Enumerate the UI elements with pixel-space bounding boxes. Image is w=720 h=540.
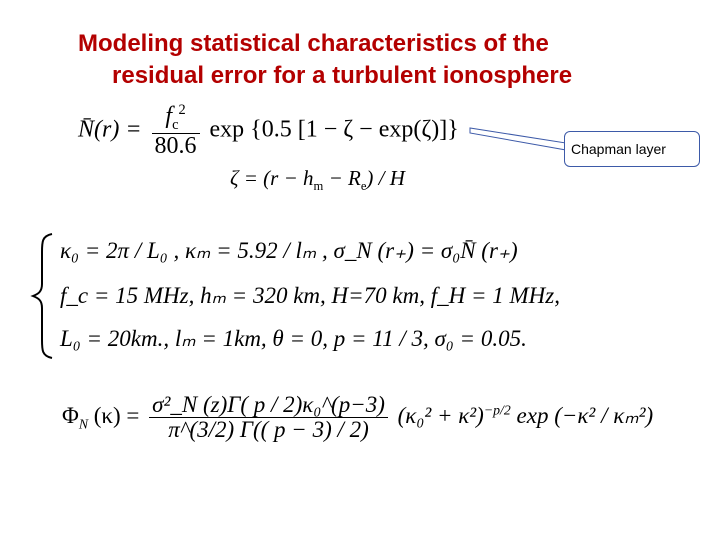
spectrum-power-exponent: −p/2	[483, 402, 511, 418]
spectrum-fraction	[149, 393, 388, 442]
parameter-row-1: κ₀ = 2π / L₀ , κₘ = 5.92 / lₘ , σ_N (r₊) = σ₀N̄ (r₊)	[60, 238, 518, 263]
zeta-mid: − R	[323, 166, 361, 190]
parameter-row-3: L₀ = 20km., lₘ = 1km, θ = 0, p = 11 / 3, σ₀ = 0.05.	[60, 326, 527, 351]
phi-subscript: N	[78, 416, 89, 432]
title-line-2: residual error for a turbulent ionosphere	[112, 62, 573, 89]
zeta-sub-m: m	[313, 179, 324, 194]
spectrum-numerator: σ²_N (z)Γ( p / 2)κ₀^(p−3)	[149, 393, 388, 418]
system-brace	[30, 232, 56, 360]
zeta-end: ) / H	[366, 166, 405, 190]
profile-rhs: exp {0.5 [1 − ζ − exp(ζ)]}	[209, 116, 459, 143]
zeta-sub-e: e	[360, 179, 367, 194]
profile-denominator: 80.6	[154, 132, 197, 159]
title-line-1: Modeling statistical characteristics of the	[78, 30, 549, 57]
fc-subscript: c	[172, 116, 179, 133]
parameter-row-2: f_c = 15 MHz, hₘ = 320 km, H=70 km, f_H = 1 MHz,	[60, 283, 560, 308]
zeta-lhs: ζ = (r − h	[230, 166, 314, 190]
phi-argument: (κ) =	[93, 402, 140, 428]
fc-superscript: 2	[178, 102, 186, 118]
phi-symbol: Φ	[62, 402, 79, 428]
spectrum-denominator: π^(3/2) Γ(( p − 3) / 2)	[168, 417, 369, 443]
chapman-layer-callout: Chapman layer	[564, 131, 700, 167]
profile-lhs: N̄(r) =	[78, 116, 142, 143]
spectrum-power-base: (κ₀² + κ²)	[397, 402, 484, 428]
fc-symbol: f	[165, 103, 173, 129]
spectrum-exp-term: exp (−κ² / κₘ²)	[516, 402, 654, 428]
zeta-definition	[230, 166, 405, 194]
spectrum-equation	[62, 393, 653, 442]
